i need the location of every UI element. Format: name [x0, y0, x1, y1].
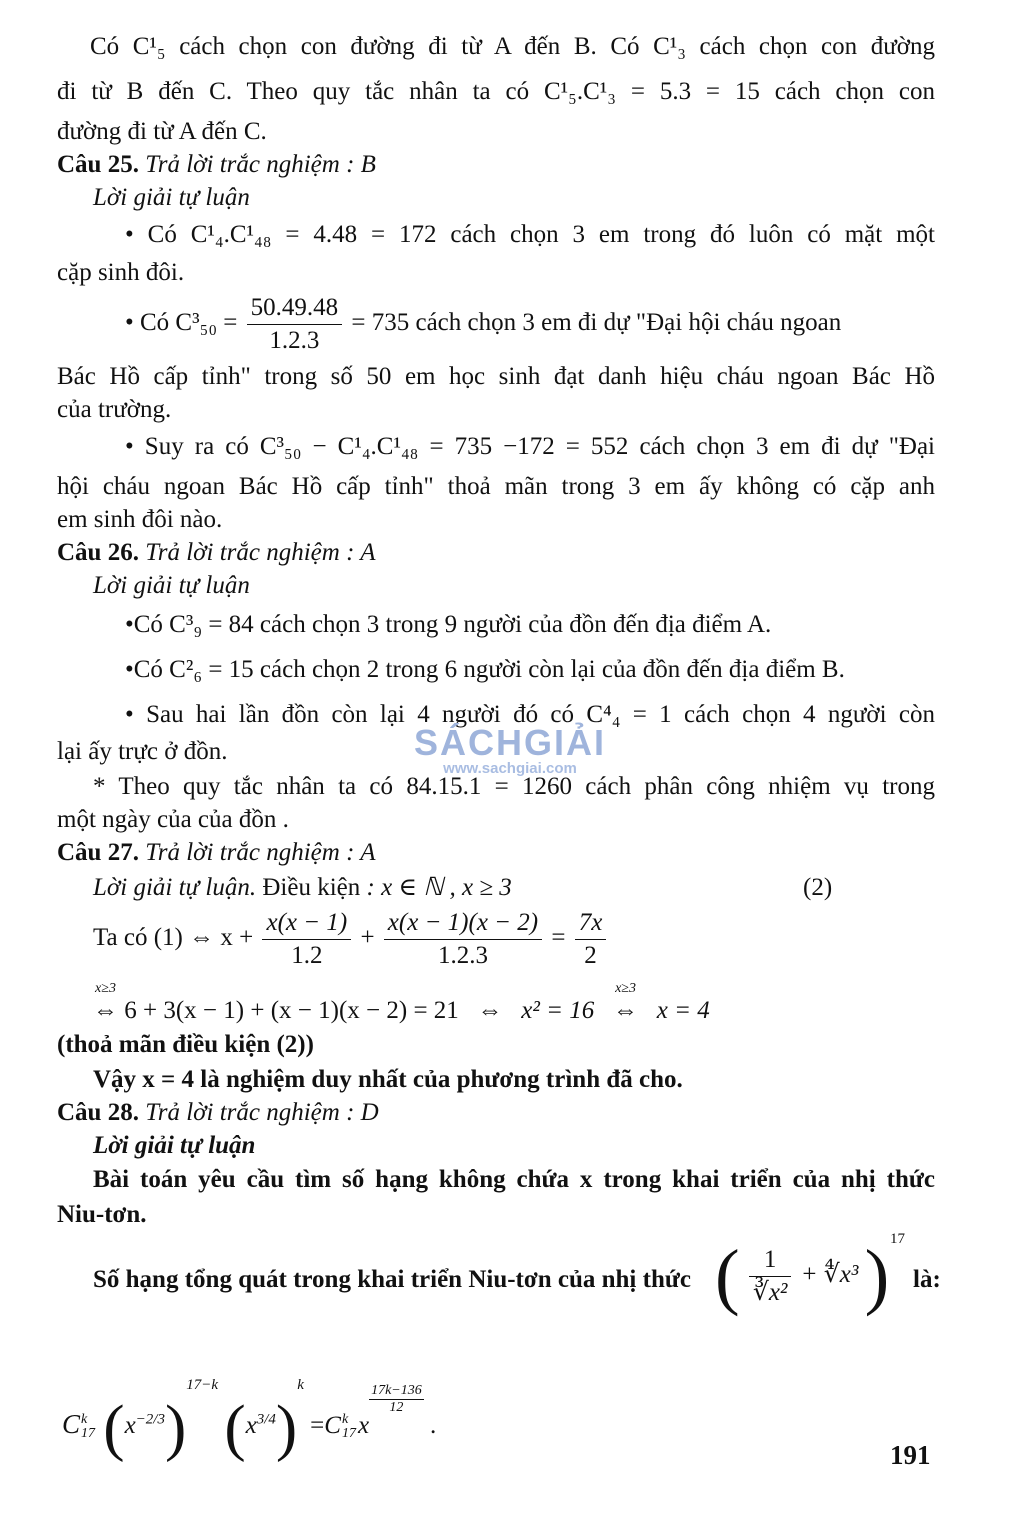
- answer-text: Trả lời trắc nghiệm : A: [145, 539, 376, 566]
- outer-exponent: k: [297, 1377, 304, 1393]
- question-label: Câu 26.: [57, 539, 139, 566]
- page-number: 191: [890, 1440, 931, 1470]
- q25-bullet-2-cont-2: của trường.: [57, 396, 172, 423]
- q28-paragraph-2-end: là:: [913, 1266, 941, 1293]
- general-term: [62, 1345, 436, 1466]
- right-paren: ): [275, 1391, 298, 1463]
- condition-over-arrow: x≥3: [615, 981, 636, 996]
- operator: =: [310, 1412, 325, 1439]
- denominator: 1.2.3: [269, 326, 320, 354]
- upper-index: k: [81, 1412, 88, 1428]
- answer-text: Trả lời trắc nghiệm : D: [145, 1099, 379, 1126]
- combination-indices: [81, 1413, 95, 1441]
- question-27-heading: [57, 838, 375, 868]
- q25-bullet-3: • Suy ra có C³₅₀ − C¹₄.C¹₄₈ = 735 −172 = 552 cách chọn 3 em đi dự "Đại: [125, 433, 935, 460]
- base: x: [357, 1412, 370, 1439]
- text-fragment: Ta có (1) ⇔ x +: [93, 924, 254, 951]
- q26-bullet-4: * Theo quy tắc nhân ta có 84.15.1 = 1260 cách phân công nhiệm vụ trong: [93, 773, 935, 800]
- text-fragment: • Có C³₅₀ =: [125, 309, 238, 336]
- fractional-exponent: [369, 1383, 424, 1416]
- operator: =: [551, 924, 566, 951]
- text-fragment: x² = 16: [521, 997, 595, 1024]
- condition-label: Điều kiện: [262, 874, 361, 901]
- denominator: 12: [389, 1400, 404, 1415]
- solution-subheading: Lời giải tự luận.: [93, 874, 257, 901]
- period: .: [429, 1412, 437, 1439]
- answer-text: Trả lời trắc nghiệm : A: [145, 839, 376, 866]
- text-fragment: 6 + 3(x − 1) + (x − 1)(x − 2) = 21: [124, 997, 459, 1024]
- q27-note: (thoả mãn điều kiện (2)): [57, 1031, 314, 1058]
- left-paren: (: [224, 1391, 246, 1463]
- binomial-expression: [715, 1232, 889, 1318]
- combination-symbol: C: [62, 1409, 81, 1439]
- q26-bullet-3: • Sau hai lần đồn còn lại 4 người đó có C⁴₄ = 1 cách chọn 4 người còn: [125, 701, 935, 728]
- denominator: 1.2.3: [437, 941, 488, 969]
- numerator: x(x − 1): [262, 909, 351, 940]
- upper-index: k: [341, 1412, 349, 1428]
- intro-line-2: đi từ B đến C. Theo quy tắc nhân ta có C¹₅.C¹₃ = 5.3 = 15 cách chọn con: [57, 78, 935, 105]
- fraction: [262, 909, 351, 970]
- q27-condition: [93, 873, 512, 903]
- numerator: x(x − 1)(x − 2): [384, 909, 542, 940]
- right-paren: ): [164, 1391, 187, 1463]
- denominator: 1.2: [291, 941, 323, 969]
- q28-paragraph-1: Bài toán yêu cầu tìm số hạng không chứa x trong khai triển của nhị thức: [93, 1166, 935, 1193]
- operator: +: [360, 924, 375, 951]
- q26-bullet-3-cont: lại ấy trực ở đồn.: [57, 738, 228, 765]
- watermark-logo-text: SÁCHGIẢI: [413, 722, 606, 763]
- q27-equation-2: [93, 982, 710, 1026]
- denominator: ∛x²: [752, 1278, 788, 1306]
- base: x: [245, 1412, 257, 1439]
- q26-bullet-2: •Có C²₆ = 15 cách chọn 2 trong 6 người còn lại của đồn đến địa điểm B.: [125, 656, 845, 683]
- q25-bullet-2: [125, 292, 841, 355]
- fraction: [384, 909, 542, 970]
- question-label: Câu 28.: [57, 1099, 139, 1126]
- right-paren: ): [864, 1235, 890, 1318]
- numerator: 1: [749, 1246, 792, 1277]
- base: x: [124, 1412, 136, 1439]
- q25-bullet-3-cont-1: hội cháu ngoan Bác Hồ cấp tỉnh" thoả mãn trong 3 em ấy không có cặp anh: [57, 473, 935, 500]
- exponent: 3/4: [256, 1411, 276, 1428]
- solution-subheading: Lời giải tự luận: [93, 184, 250, 211]
- condition-over-arrow: x≥3: [95, 981, 116, 996]
- lower-index: 17: [81, 1426, 96, 1442]
- q27-conclusion: Vậy x = 4 là nghiệm duy nhất của phương trình đã cho.: [93, 1066, 683, 1093]
- watermark-url: www.sachgiai.com: [443, 760, 577, 777]
- condition-math: : x ∈ ℕ , x ≥ 3: [366, 874, 512, 901]
- text-fragment: + ∜x³: [800, 1261, 859, 1288]
- exponent: −2/3: [135, 1411, 165, 1428]
- question-label: Câu 27.: [57, 839, 139, 866]
- numerator: 50.49.48: [247, 294, 343, 325]
- equivalence-arrow-icon: ⇔: [613, 997, 639, 1024]
- q26-bullet-1: •Có C³₉ = 84 cách chọn 3 trong 9 người của đồn đến địa điểm A.: [125, 611, 772, 638]
- question-25-heading: [57, 150, 376, 180]
- fraction: [575, 909, 607, 970]
- question-26-heading: [57, 538, 375, 568]
- question-28-heading: [57, 1098, 379, 1128]
- text-fragment: = 735 cách chọn 3 em đi dự "Đại hội cháu ngoan: [351, 309, 842, 336]
- fraction: [247, 294, 343, 355]
- denominator: 2: [584, 941, 597, 969]
- lower-index: 17: [341, 1426, 356, 1442]
- question-label: Câu 25.: [57, 151, 139, 178]
- q25-bullet-1: • Có C¹₄.C¹₄₈ = 4.48 = 172 cách chọn 3 em trong đó luôn có mặt một: [125, 221, 935, 248]
- solution-subheading: Lời giải tự luận: [93, 1132, 256, 1159]
- binomial-exponent: 17: [890, 1231, 905, 1247]
- fraction: [749, 1246, 792, 1307]
- conditional-equivalence: [93, 982, 118, 1026]
- combination-symbol: C: [324, 1412, 341, 1439]
- equivalence-arrow-icon: ⇔: [93, 997, 118, 1024]
- equivalence-arrow-icon: ⇔: [477, 997, 503, 1024]
- intro-line-1: Có C¹₅ cách chọn con đường đi từ A đến B. Có C¹₃ cách chọn con đường: [90, 33, 935, 60]
- conditional-equivalence: [613, 982, 638, 1026]
- outer-exponent: 17−k: [186, 1377, 219, 1393]
- equation-tag: (2): [803, 874, 833, 901]
- q27-equation-1: [93, 905, 609, 971]
- q25-bullet-3-cont-2: em sinh đôi nào.: [57, 506, 223, 533]
- q28-paragraph-2: Số hạng tổng quát trong khai triển Niu-tơn của nhị thức: [93, 1266, 691, 1293]
- q25-bullet-1-cont: cặp sinh đôi.: [57, 259, 185, 286]
- combination-indices: [342, 1413, 356, 1441]
- text-fragment: x = 4: [656, 997, 710, 1024]
- numerator: 17k−136: [371, 1383, 422, 1398]
- answer-text: Trả lời trắc nghiệm : B: [145, 151, 376, 178]
- intro-line-3: đường đi từ A đến C.: [57, 118, 267, 145]
- left-paren: (: [103, 1391, 125, 1463]
- q28-paragraph-1-cont: Niu-tơn.: [57, 1201, 147, 1228]
- solution-subheading: Lời giải tự luận: [93, 572, 250, 599]
- q26-bullet-4-cont: một ngày của của đồn .: [57, 806, 289, 833]
- watermark: [410, 722, 610, 777]
- left-paren: (: [715, 1235, 740, 1318]
- q25-bullet-2-cont-1: Bác Hồ cấp tỉnh" trong số 50 em học sinh đạt danh hiệu cháu ngoan Bác Hồ: [57, 363, 935, 390]
- numerator: 7x: [575, 909, 607, 940]
